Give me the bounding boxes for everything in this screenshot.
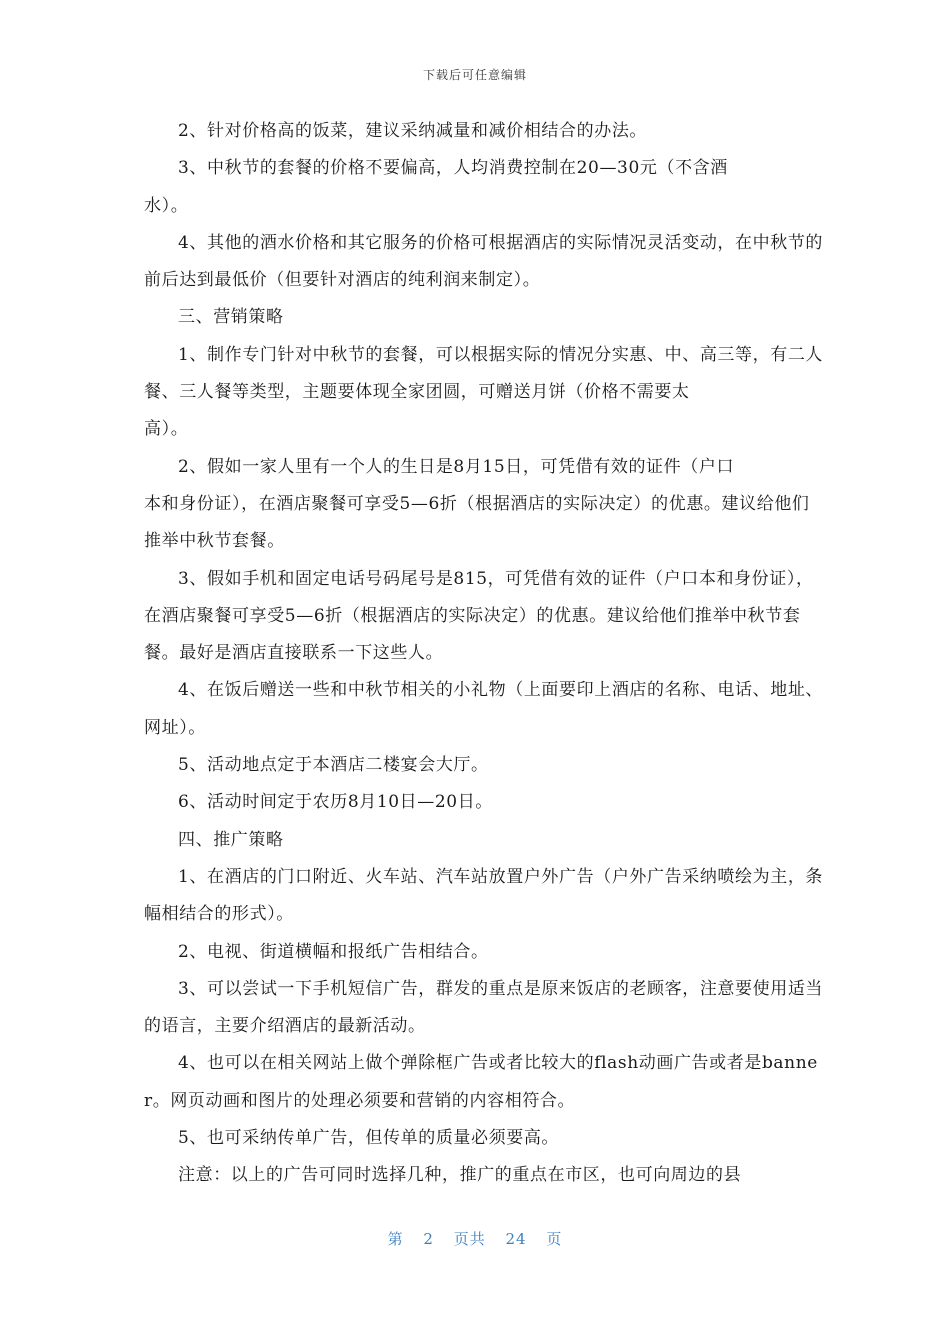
paragraph: 4、也可以在相关网站上做个弹除框广告或者比较大的flash动画广告或者是banner。网页动画和图片的处理必须要和营销的内容相符合。 (144, 1053, 818, 1111)
paragraph: 5、活动地点定于本酒店二楼宴会大厅。 (178, 755, 489, 776)
paragraph: 2、假如一家人里有一个人的生日是8月15日，可凭借有效的证件（户口 本和身份证），在酒店聚餐可享受5—6折（根据酒店的实际决定）的优惠。建议给他们推举中秋节套餐。 (144, 456, 810, 552)
paragraph: 4、其他的酒水价格和其它服务的价格可根据酒店的实际情况灵活变动，在中秋节的前后达到最低价（但要针对酒店的纯利润来制定）。 (144, 232, 824, 291)
footer-suffix: 页 (546, 1230, 563, 1248)
paragraph: 3、假如手机和固定电话号码尾号是815，可凭借有效的证件（户口本和身份证），在酒店聚餐可享受5—6折（根据酒店的实际决定）的优惠。建议给他们推举中秋节套餐。最好是酒店直接联系一下这些人。 (144, 568, 814, 664)
paragraph: 3、可以尝试一下手机短信广告，群发的重点是原来饭店的老顾客，注意要使用适当的语言，主要介绍酒店的最新活动。 (144, 978, 824, 1037)
footer-middle: 页共 (453, 1230, 486, 1248)
paragraph: 3、中秋节的套餐的价格不要偏高，人均消费控制在20—30元（不含酒 水）。 (144, 158, 728, 216)
paragraph: 6、活动时间定于农历8月10日—20日。 (178, 792, 493, 813)
header-note: 下载后可任意编辑 (422, 68, 527, 82)
footer-prefix: 第 (387, 1230, 404, 1248)
paragraph: 1、在酒店的门口附近、火车站、汽车站放置户外广告（户外广告采纳喷绘为主，条幅相结合的形式）。 (144, 866, 824, 925)
paragraph: 5、也可采纳传单广告，但传单的质量必须要高。 (178, 1128, 560, 1149)
footer-total-pages: 24 (505, 1230, 527, 1248)
paragraph: 2、电视、街道横幅和报纸广告相结合。 (178, 941, 489, 962)
paragraph: 4、在饭后赠送一些和中秋节相关的小礼物（上面要印上酒店的名称、电话、地址、网址）。 (144, 680, 824, 738)
footer-current-page: 2 (423, 1230, 434, 1248)
page-footer (0, 1228, 950, 1249)
section-heading: 四、推广策略 (178, 829, 284, 850)
paragraph: 1、制作专门针对中秋节的套餐，可以根据实际的情况分实惠、中、高三等，有二人餐、三人餐等类型，主题要体现全家团圆，可赠送月饼（价格不需要太 高）。 (144, 344, 824, 440)
paragraph: 注意：以上的广告可同时选择几种，推广的重点在市区，也可向周边的县 (178, 1165, 742, 1186)
paragraph: 2、针对价格高的饭菜，建议采纳减量和减价相结合的办法。 (178, 121, 648, 141)
document-body (144, 113, 824, 1195)
section-heading: 三、营销策略 (178, 307, 284, 328)
